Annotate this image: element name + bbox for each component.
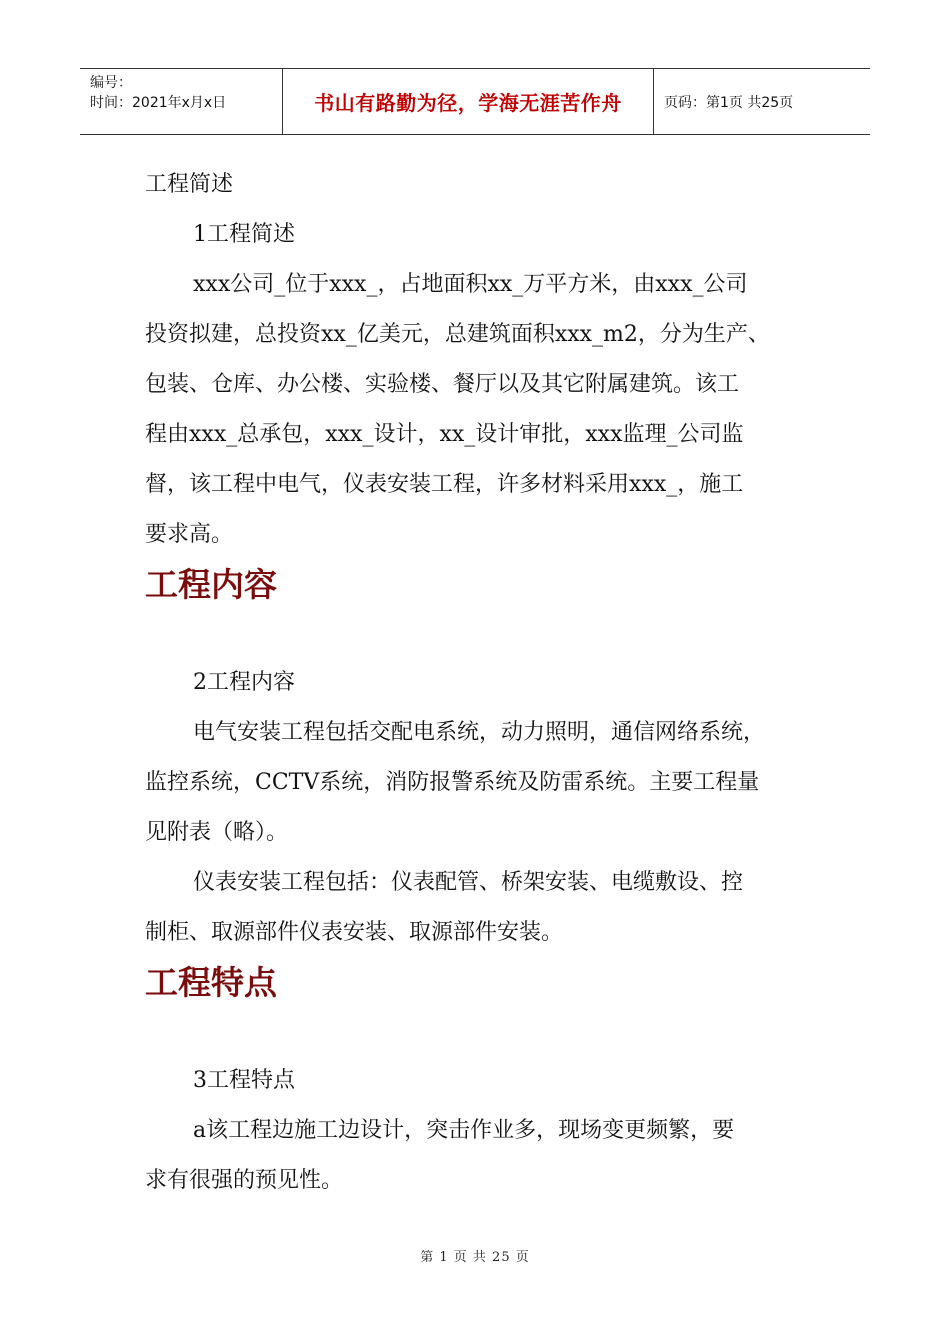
- paragraph-line: 包装、仓库、办公楼、实验楼、餐厅以及其它附属建筑。该工: [145, 372, 740, 397]
- paragraph-line: xxx公司_位于xxx_，占地面积xx_万平方米，由xxx_公司: [193, 272, 748, 297]
- section-heading: 工程特点: [145, 963, 277, 1002]
- section-subtitle: 1工程简述: [193, 222, 295, 247]
- section-subtitle: 2工程内容: [193, 670, 295, 695]
- paragraph-line: 见附表（略）。: [145, 820, 289, 845]
- document-date-label: 时间：2021年x月x日: [90, 95, 227, 111]
- header-left-cell: [80, 69, 283, 134]
- motto-text: 书山有路勤为径，学海无涯苦作舟: [314, 91, 622, 115]
- document-body: [145, 160, 805, 1206]
- paragraph-line: a该工程边施工边设计，突击作业多，现场变更频繁，要: [193, 1118, 735, 1143]
- footer-page-number: 第 1 页 共 25 页: [420, 1250, 530, 1265]
- spacer: [145, 610, 805, 658]
- paragraph-line: 监控系统，CCTV系统，消防报警系统及防雷系统。主要工程量: [145, 770, 760, 795]
- header-page-info: [654, 69, 870, 134]
- spacer: [145, 1008, 805, 1056]
- paragraph-line: 程由xxx_总承包，xxx_设计，xx_设计审批，xxx监理_公司监: [145, 422, 744, 447]
- paragraph-line: 投资拟建，总投资xx_亿美元，总建筑面积xxx_m2，分为生产、: [145, 322, 770, 347]
- page-header: [80, 68, 870, 135]
- section-title: 工程简述: [145, 172, 234, 197]
- paragraph-line: 求有很强的预见性。: [145, 1168, 344, 1193]
- paragraph-line: 仪表安装工程包括：仪表配管、桥架安装、电缆敷设、控: [193, 870, 744, 895]
- paragraph-line: 电气安装工程包括交配电系统，动力照明，通信网络系统，: [193, 720, 766, 745]
- paragraph-line: 制柜、取源部件仪表安装、取源部件安装。: [145, 920, 564, 945]
- paragraph-line: 要求高。: [145, 522, 234, 547]
- header-motto: [283, 69, 654, 134]
- section-heading: 工程内容: [145, 565, 277, 604]
- page-footer: [0, 1246, 950, 1265]
- paragraph-line: 督，该工程中电气，仪表安装工程，许多材料采用xxx_，施工: [145, 472, 744, 497]
- section-subtitle: 3工程特点: [193, 1068, 295, 1093]
- document-number-label: 编号：: [90, 75, 132, 91]
- page-info-text: 页码：第1页 共25页: [664, 94, 794, 111]
